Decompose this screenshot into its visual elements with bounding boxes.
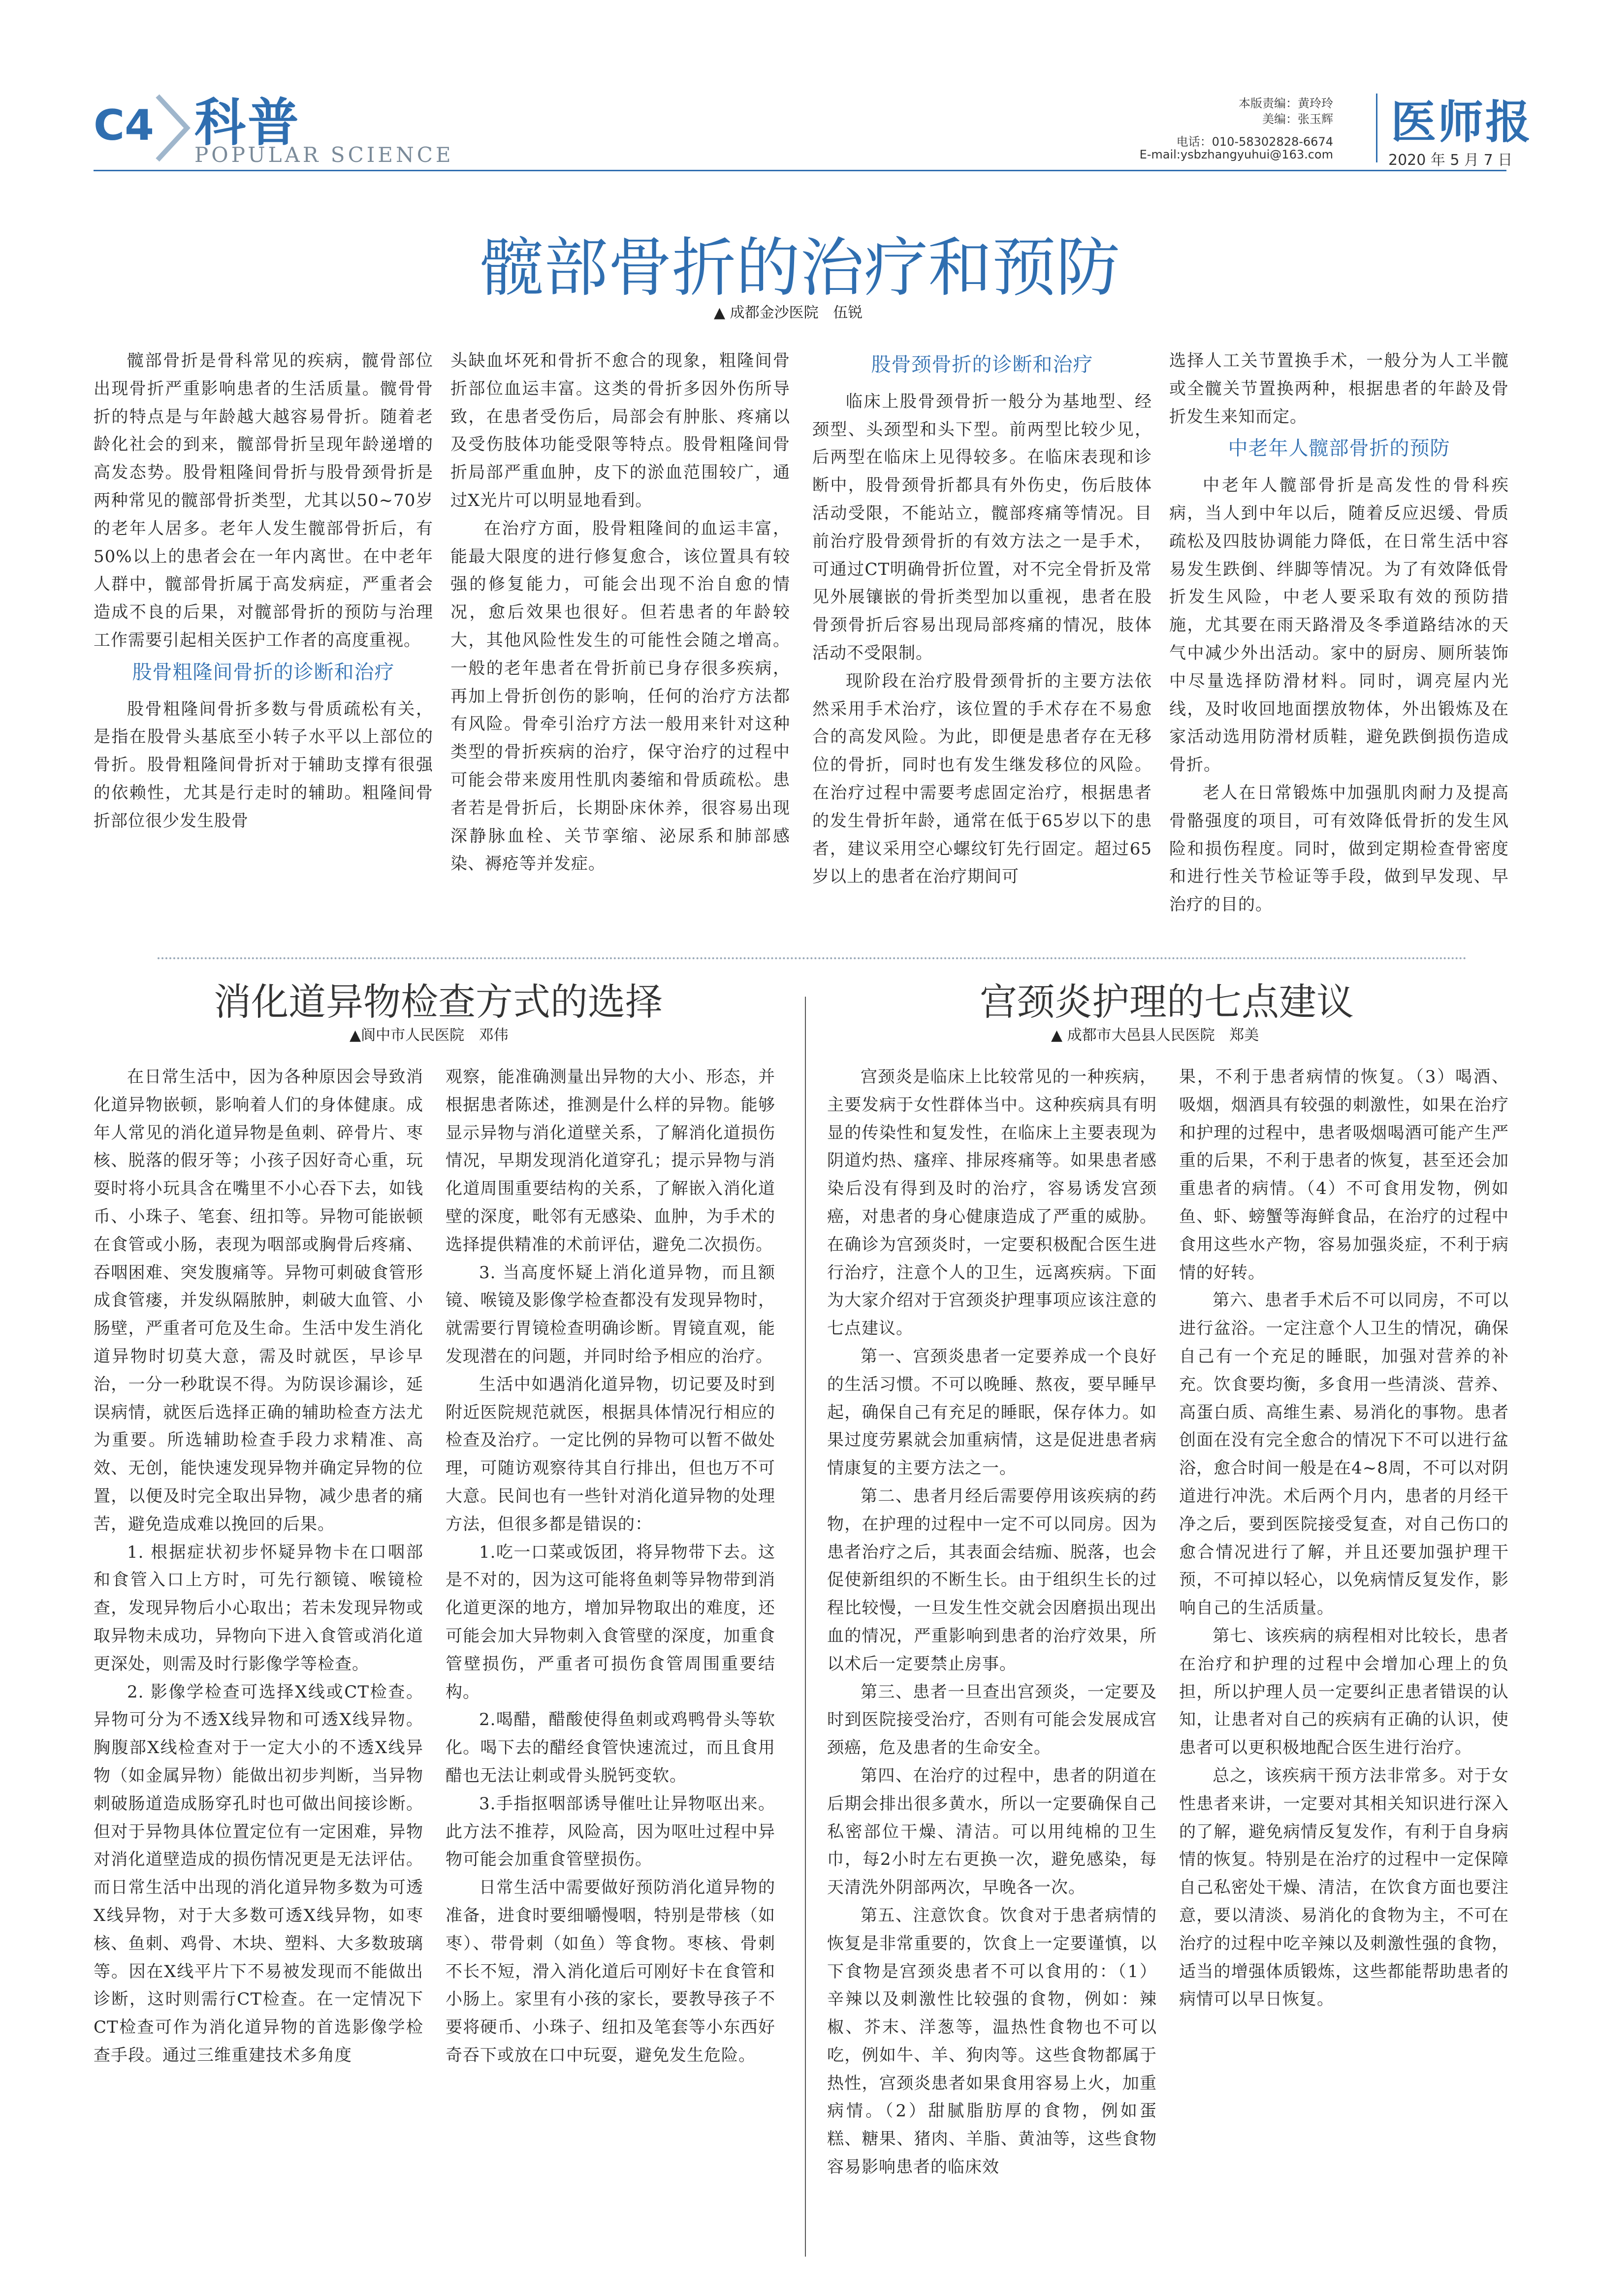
article2-column-1: [94, 1063, 423, 2070]
article-byline: [714, 300, 863, 322]
byline-author: 郑美: [1229, 1027, 1259, 1044]
paragraph: 日常生活中需要做好预防消化道异物的准备，进食时要细嚼慢咽，特别是带核（如枣）、带骨刺（如鱼）等食物。枣核、骨刺不长不短，滑入消化道后可刚好卡在食管和小肠上。家里有小孩的家长，要教导孩子不要将硬币、小珠子、纽扣及笔套等小东西好奇吞下或放在口中玩耍，避免发生危险。: [446, 1878, 775, 2065]
paragraph: 髋部骨折是骨科常见的疾病，髋骨部位出现骨折严重影响患者的生活质量。髋骨骨折的特点是与年龄越大越容易骨折。随着老龄化社会的到来，髋部骨折呈现年龄递增的高发态势。股骨粗隆间骨折与股骨颈骨折是两种常见的髋部骨折类型，尤其以50~70岁的老年人居多。老年人发生髋部骨折后，有50%以上的患者会在一年内离世。在中老年人群中，髋部骨折属于高发病症，严重者会造成不良的后果，对髋部骨折的预防与治理工作需要引起相关医护工作者的高度重视。: [94, 351, 433, 650]
byline-author: 伍锐: [833, 304, 863, 321]
byline-org: ▲阆中市人民医院: [350, 1027, 465, 1044]
issue-date: 2020 年 5 月 7 日: [1388, 152, 1513, 169]
paragraph: 老人在日常锻炼中加强肌肉耐力及提高骨骼强度的项目，可有效降低骨折的发生风险和损伤程度。同时，做到定期检查骨密度和进行性关节检证等手段，做到早发现、早治疗的目的。: [1169, 783, 1509, 915]
byline-author: 邓伟: [479, 1027, 509, 1044]
paragraph: 2. 影像学检查可选择X线或CT检查。异物可分为不透X线异物和可透X线异物。胸腹部X线检查对于一定大小的不透X线异物（如金属异物）能做出初步判断，当异物刺破肠道造成肠穿孔时也可做出间接诊断。但对于异物具体位置定位有一定困难，异物对消化道壁造成的损伤情况更是无法评估。而日常生活中出现的消化道异物多数为可透X线异物，对于大多数可透X线异物，如枣核、鱼刺、鸡骨、木块、塑料、大多数玻璃等。因在X线平片下不易被发现而不能做出诊断，这时则需行CT检查。在一定情况下CT检查可作为消化道异物的首选影像学检查手段。通过三维重建技术多角度: [94, 1682, 423, 2065]
article-title: 宫颈炎护理的七点建议: [980, 980, 1354, 1024]
newspaper-logo: 医师报: [1391, 95, 1533, 149]
article-title: 髋部骨折的治疗和预防: [480, 230, 1120, 305]
subheading: 股骨粗隆间骨折的诊断和治疗: [132, 660, 395, 684]
section-title: 科普: [194, 93, 301, 153]
paragraph: 在治疗方面，股骨粗隆间的血运丰富，能最大限度的进行修复愈合，该位置具有较强的修复能力，可能会出现不治自愈的情况，愈后效果也很好。但若患者的年龄较大，其他风险性发生的可能性会随之增高。一般的老年患者在骨折前已身存很多疾病，再加上骨折创伤的影响，任何的治疗方法都有风险。骨牵引治疗方法一般用来针对这种类型的骨折疾病的治疗，保守治疗的过程中可能会带来废用性肌肉萎缩和骨质疏松。患者若是骨折后，长期卧床休养，很容易出现深静脉血栓、关节挛缩、泌尿系和肺部感染、褥疮等并发症。: [450, 518, 790, 874]
paragraph: 果，不利于患者病情的恢复。（3）喝酒、吸烟，烟酒具有较强的刺激性，如果在治疗和护理的过程中，患者吸烟喝酒可能产生严重的后果，不利于患者的恢复，甚至还会加重患者的病情。（4）不可食用发物，例如鱼、虾、螃蟹等海鲜食品，在治疗的过程中食用这些水产物，容易加强炎症，不利于病情的好转。: [1179, 1067, 1509, 1283]
article1-column-3: [812, 347, 1152, 891]
email-info: E-mail:ysbzhangyuhui@163.com: [1139, 148, 1333, 161]
paragraph: 3.手指抠咽部诱导催吐让异物呕出来。此方法不推荐，风险高，因为呕吐过程中异物可能会加重食管壁损伤。: [446, 1793, 775, 1870]
column-divider: [805, 997, 806, 2257]
article1-column-1: [94, 347, 433, 835]
chevron-icon: [153, 91, 197, 165]
paragraph: 选择人工关节置换手术，一般分为人工半髋或全髋关节置换两种，根据患者的年龄及骨折发生来知而定。: [1169, 351, 1509, 427]
masthead-divider: [1376, 94, 1377, 162]
paragraph: 第七、该疾病的病程相对比较长，患者在治疗和护理的过程中会增加心理上的负担，所以护理人员一定要纠正患者错误的认知，让患者对自己的疾病有正确的认识，使患者可以更积极地配合医生进行治疗。: [1179, 1626, 1509, 1758]
phone-info: 电话：010-58302828-6674: [1176, 135, 1333, 149]
article1-column-4: [1169, 347, 1509, 919]
paragraph: 2.喝醋，醋酸使得鱼刺或鸡鸭骨头等软化。喝下去的醋经食管快速流过，而且食用醋也无法让刺或骨头脱钙变软。: [446, 1710, 775, 1786]
paragraph: 头缺血坏死和骨折不愈合的现象，粗隆间骨折部位血运丰富。这类的骨折多因外伤所导致，在患者受伤后，局部会有肿胀、疼痛以及受伤肢体功能受限等特点。股骨粗隆间骨折局部严重血肿，皮下的淤血范围较广，通过X光片可以明显地看到。: [450, 351, 790, 510]
article-title: 消化道异物检查方式的选择: [214, 980, 663, 1024]
paragraph: 第三、患者一旦查出宫颈炎，一定要及时到医院接受治疗，否则有可能会发展成宫颈癌，危及患者的生命安全。: [827, 1682, 1157, 1758]
paragraph: 第四、在治疗的过程中，患者的阴道在后期会排出很多黄水，所以一定要确保自己私密部位干燥、清洁。可以用纯棉的卫生巾，每2小时左右更换一次，避免感染，每天清洗外阴部两次，早晚各一次。: [827, 1765, 1157, 1898]
subheading: 中老年人髋部骨折的预防: [1228, 437, 1450, 460]
designer-credit: 美编：张玉辉: [1262, 112, 1333, 126]
paragraph: 中老年人髋部骨折是高发性的骨科疾病，当人到中年以后，随着反应迟缓、骨质疏松及四肢协调能力降低，在日常生活中容易发生跌倒、绊脚等情况。为了有效降低骨折发生风险，中老人要采取有效的预防措施，尤其要在雨天路滑及冬季道路结冰的天气中减少外出活动。家中的厨房、厕所装饰中尽量选择防滑材料。同时，调亮屋内光线，及时收回地面摆放物体，外出锻炼及在家活动选用防滑材质鞋，避免跌倒损伤造成骨折。: [1169, 475, 1509, 775]
subheading: 股骨颈骨折的诊断和治疗: [871, 353, 1093, 376]
editor-credit: 本版责编：黄玲玲: [1239, 96, 1333, 110]
paragraph: 临床上股骨颈骨折一般分为基地型、经颈型、头颈型和头下型。前两型比较少见，后两型在临床上见得较多。在临床表现和诊断中，股骨颈骨折都具有外伤史，伤后肢体活动受限，不能站立，髋部疼痛等情况。目前治疗股骨颈骨折的有效方法之一是手术，可通过CT明确骨折位置，对不完全骨折及常见外展镶嵌的骨折类型加以重视，患者在股骨颈骨折后容易出现局部疼痛的情况，肢体活动不受限制。: [812, 391, 1152, 663]
paragraph: 总之，该疾病干预方法非常多。对于女性患者来讲，一定要对其相关知识进行深入的了解，避免病情反复发作，有利于自身病情的恢复。特别是在治疗的过程中一定保障自己私密处干燥、清洁，在饮食方面也要注意，要以清淡、易消化的食物为主，不可在治疗的过程中吃辛辣以及刺激性强的食物，适当的增强体质锻炼，这些都能帮助患者的病情可以早日恢复。: [1179, 1765, 1509, 2010]
paragraph: 生活中如遇消化道异物，切记要及时到附近医院规范就医，根据具体情况行相应的检查及治疗。一定比例的异物可以暂不做处理，可随访观察待其自行排出，但也万不可大意。民间也有一些针对消化道异物的处理方法，但很多都是错误的：: [446, 1374, 775, 1534]
paragraph: 第五、注意饮食。饮食对于患者病情的恢复是非常重要的，饮食上一定要谨慎，以下食物是宫颈炎患者不可以食用的：（1）辛辣以及刺激性比较强的食物，例如：辣椒、芥末、洋葱等，温热性食物也不可以吃，例如牛、羊、狗肉等。这些食物都属于热性，宫颈炎患者如果食用容易上火，加重病情。（2）甜腻脂肪厚的食物，例如蛋糕、糖果、猪肉、羊脂、黄油等，这些食物容易影响患者的临床效: [827, 1905, 1157, 2177]
paragraph: 第六、患者手术后不可以同房，不可以进行盆浴。一定注意个人卫生的情况，确保自己有一个充足的睡眠，加强对营养的补充。饮食要均衡，多食用一些清淡、营养、高蛋白质、高维生素、易消化的事物。患者创面在没有完全愈合的情况下不可以进行盆浴，愈合时间一般是在4~8周，不可以对阴道进行冲洗。术后两个月内，患者的月经干净之后，要到医院接受复查，对自己伤口的愈合情况进行了解，并且还要加强护理干预，不可掉以轻心，以免病情反复发作，影响自己的生活质量。: [1179, 1290, 1509, 1618]
paragraph: 股骨粗隆间骨折多数与骨质疏松有关，是指在股骨头基底至小转子水平以上部位的骨折。股骨粗隆间骨折对于辅助支撑有很强的依赖性，尤其是行走时的辅助。粗隆间骨折部位很少发生股骨: [94, 699, 433, 831]
paragraph: 观察，能准确测量出异物的大小、形态，并根据患者陈述，推测是什么样的异物。能够显示异物与消化道壁关系，了解消化道损伤情况，早期发现消化道穿孔；提示异物与消化道周围重要结构的关系，了解嵌入消化道壁的深度，毗邻有无感染、血肿，为手术的选择提供精准的术前评估，避免二次损伤。: [446, 1067, 775, 1255]
paragraph: 第二、患者月经后需要停用该疾病的药物，在护理的过程中一定不可以同房。因为患者治疗之后，其表面会结痂、脱落，也会促使新组织的不断生长。由于组织生长的过程比较慢，一旦发生性交就会因磨损出现出血的情况，严重影响到患者的治疗效果，所以术后一定要禁止房事。: [827, 1486, 1157, 1674]
paragraph: 现阶段在治疗股骨颈骨折的主要方法依然采用手术治疗，该位置的手术存在不易愈合的高发风险。为此，即便是患者存在无移位的骨折，同时也有发生继发移位的风险。在治疗过程中需要考虑固定治疗，根据患者的发生骨折年龄，通常在低于65岁以下的患者，建议采用空心螺纹钉先行固定。超过65岁以上的患者在治疗期间可: [812, 671, 1152, 887]
byline-org: ▲ 成都金沙医院: [714, 304, 819, 321]
paragraph: 1. 根据症状初步怀疑异物卡在口咽部和食管入口上方时，可先行额镜、喉镜检查，发现异物后小心取出；若未发现异物或取异物未成功，异物向下进入食管或消化道更深处，则需及时行影像学等检查。: [94, 1542, 423, 1674]
article-byline: [1051, 1023, 1259, 1044]
article2-column-2: [446, 1063, 775, 2070]
section-subtitle: POPULAR SCIENCE: [194, 143, 454, 167]
page-number: C4: [94, 101, 154, 150]
paragraph: 1.吃一口菜或饭团，将异物带下去。这是不对的，因为这可能将鱼刺等异物带到消化道更深的地方，增加异物取出的难度，还可能会加大异物刺入食管壁的深度，加重食管壁损伤，严重者可损伤食管周围重要结构。: [446, 1542, 775, 1702]
section-separator: [158, 957, 1467, 959]
paragraph: 在日常生活中，因为各种原因会导致消化道异物嵌顿，影响着人们的身体健康。成年人常见的消化道异物是鱼刺、碎骨片、枣核、脱落的假牙等；小孩子因好奇心重，玩耍时将小玩具含在嘴里不小心吞下去，如钱币、小珠子、笔套、纽扣等。异物可能嵌顿在食管或小肠，表现为咽部或胸骨后疼痛、吞咽困难、突发腹痛等。异物可刺破食管形成食管瘘，并发纵隔脓肿，刺破大血管、小肠壁，严重者可危及生命。生活中发生消化道异物时切莫大意，需及时就医，早诊早治，一分一秒耽误不得。为防误诊漏诊，延误病情，就医后选择正确的辅助检查方法尤为重要。所选辅助检查手段力求精准、高效、无创，能快速发现异物并确定异物的位置，以便及时完全取出异物，减少患者的痛苦，避免造成难以挽回的后果。: [94, 1067, 423, 1534]
article1-column-2: [450, 347, 790, 878]
byline-org: ▲ 成都市大邑县人民医院: [1051, 1027, 1215, 1044]
article-byline: [350, 1023, 509, 1044]
paragraph: 宫颈炎是临床上比较常见的一种疾病，主要发病于女性群体当中。这种疾病具有明显的传染性和复发性，在临床上主要表现为阴道灼热、瘙痒、排尿疼痛等。如果患者感染后没有得到及时的治疗，容易诱发宫颈癌，对患者的身心健康造成了严重的威胁。在确诊为宫颈炎时，一定要积极配合医生进行治疗，注意个人的卫生，远离疾病。下面为大家介绍对于宫颈炎护理事项应该注意的七点建议。: [827, 1067, 1157, 1339]
masthead-rule: [94, 170, 1506, 171]
paragraph: 3. 当高度怀疑上消化道异物，而且额镜、喉镜及影像学检查都没有发现异物时，就需要行胃镜检查明确诊断。胃镜直观，能发现潜在的问题，并同时给予相应的治疗。: [446, 1262, 775, 1366]
article3-column-2: [1179, 1063, 1509, 2013]
paragraph: 第一、宫颈炎患者一定要养成一个良好的生活习惯。不可以晚睡、熬夜，要早睡早起，确保自己有充足的睡眠，保存体力。如果过度劳累就会加重病情，这是促进患者病情康复的主要方法之一。: [827, 1346, 1157, 1478]
article3-column-1: [827, 1063, 1157, 2181]
